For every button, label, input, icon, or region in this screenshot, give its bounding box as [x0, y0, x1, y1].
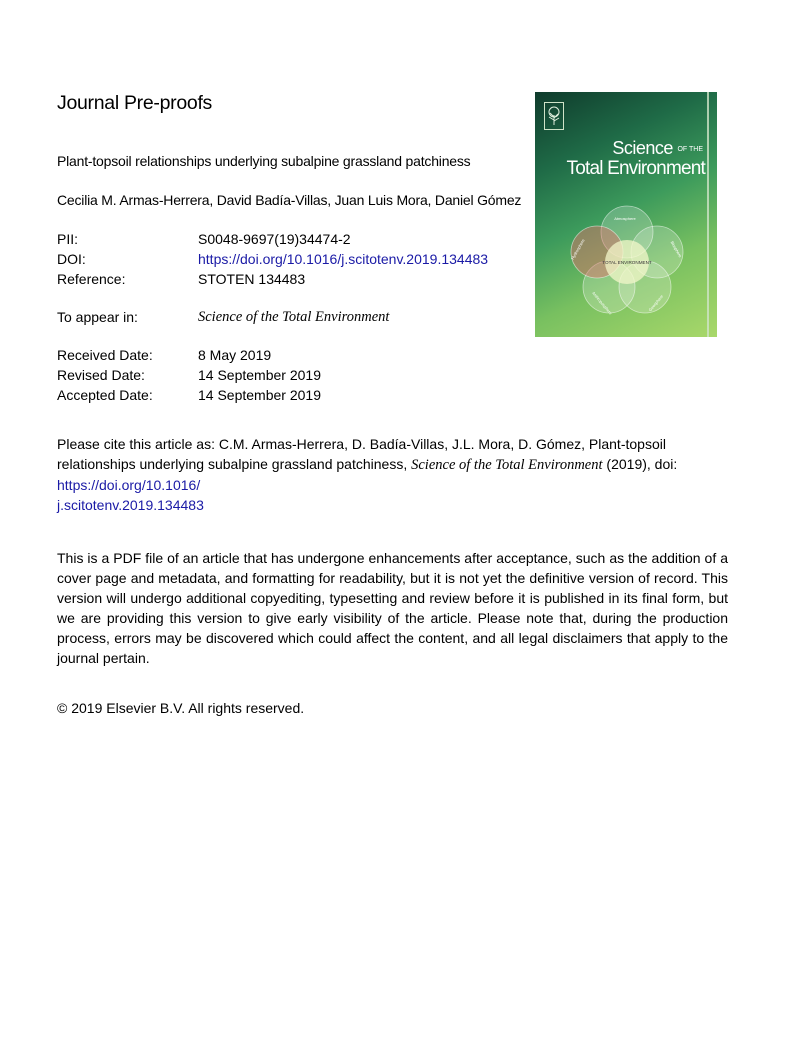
cover-petal-label-atmosphere: Atmosphere [614, 216, 636, 221]
citation-prefix: Please cite this article as: C.M. Armas-Herrera, D. Badía-Villas, J.L. Mora, D. Gómez, Plant-topsoil relationships underlying subalpine grassland patchiness, [57, 436, 666, 472]
citation-middle: (2019), doi: [602, 456, 678, 472]
accepted-date-row [57, 387, 517, 407]
citation-journal: Science of the Total Environment [411, 457, 603, 473]
appear-in-row [57, 309, 517, 329]
citation-doi-link-part2[interactable]: j.scitotenv.2019.134483 [57, 497, 204, 513]
cover-sphere-diagram [535, 92, 717, 337]
notice-paragraph: This is a PDF file of an article that has undergone enhancements after acceptance, such as the addition of a cover page and metadata, and formatting for readability, but it is not yet the definitive version of record. This version will undergo additional copyediting, typesetting and review before it is published in its final form, but we are providing this version to give early visibility of the article. Please note that, during the production process, errors may be discovered which could affect the content, and all legal disclaimers that apply to the journal pertain. [57, 550, 728, 666]
copyright-notice: © 2019 Elsevier B.V. All rights reserved. [57, 700, 305, 716]
doi-row [57, 251, 517, 271]
reference-value: STOTEN 134483 [198, 271, 306, 287]
pii-row [57, 231, 517, 251]
citation-paragraph [57, 434, 728, 515]
received-date-value: 8 May 2019 [198, 347, 272, 363]
accepted-date-label: Accepted Date: [57, 387, 153, 403]
article-title: Plant-topsoil relationships underlying subalpine grassland patchiness [57, 153, 471, 169]
cover-petal-label-geosphere: Geosphere [647, 293, 665, 313]
doi-link[interactable]: https://doi.org/10.1016/j.scitotenv.2019.134483 [198, 251, 489, 267]
revised-date-label: Revised Date: [57, 367, 145, 383]
pii-label: PII: [57, 231, 79, 247]
citation-doi-link-part1[interactable]: https://doi.org/10.1016/ [57, 477, 201, 493]
cover-petal-label-biosphere: Biosphere [669, 240, 683, 259]
cover-center-label: TOTAL ENVIRONMENT [602, 260, 652, 265]
cover-petal-label-hydrosphere: Hydrosphere [569, 238, 586, 261]
journal-pre-proofs-label: Journal Pre-proofs [57, 92, 213, 114]
cover-title-line2: Total Environment [566, 158, 705, 179]
journal-cover-image [535, 92, 717, 337]
appear-in-label: To appear in: [57, 309, 138, 325]
doi-label: DOI: [57, 251, 86, 267]
cover-petal-label-anthroposphere: Anthroposphere [591, 290, 614, 316]
pii-value: S0048-9697(19)34474-2 [198, 231, 351, 247]
revised-date-value: 14 September 2019 [198, 367, 321, 383]
appear-in-journal: Science of the Total Environment [198, 309, 390, 325]
revised-date-row [57, 367, 517, 387]
received-date-row [57, 347, 517, 367]
accepted-date-value: 14 September 2019 [198, 387, 321, 403]
cover-title-line1: Science OF THE [612, 138, 703, 158]
reference-label: Reference: [57, 271, 126, 287]
reference-row [57, 271, 517, 291]
article-authors: Cecilia M. Armas-Herrera, David Badía-Villas, Juan Luis Mora, Daniel Gómez [57, 192, 522, 208]
received-date-label: Received Date: [57, 347, 153, 363]
